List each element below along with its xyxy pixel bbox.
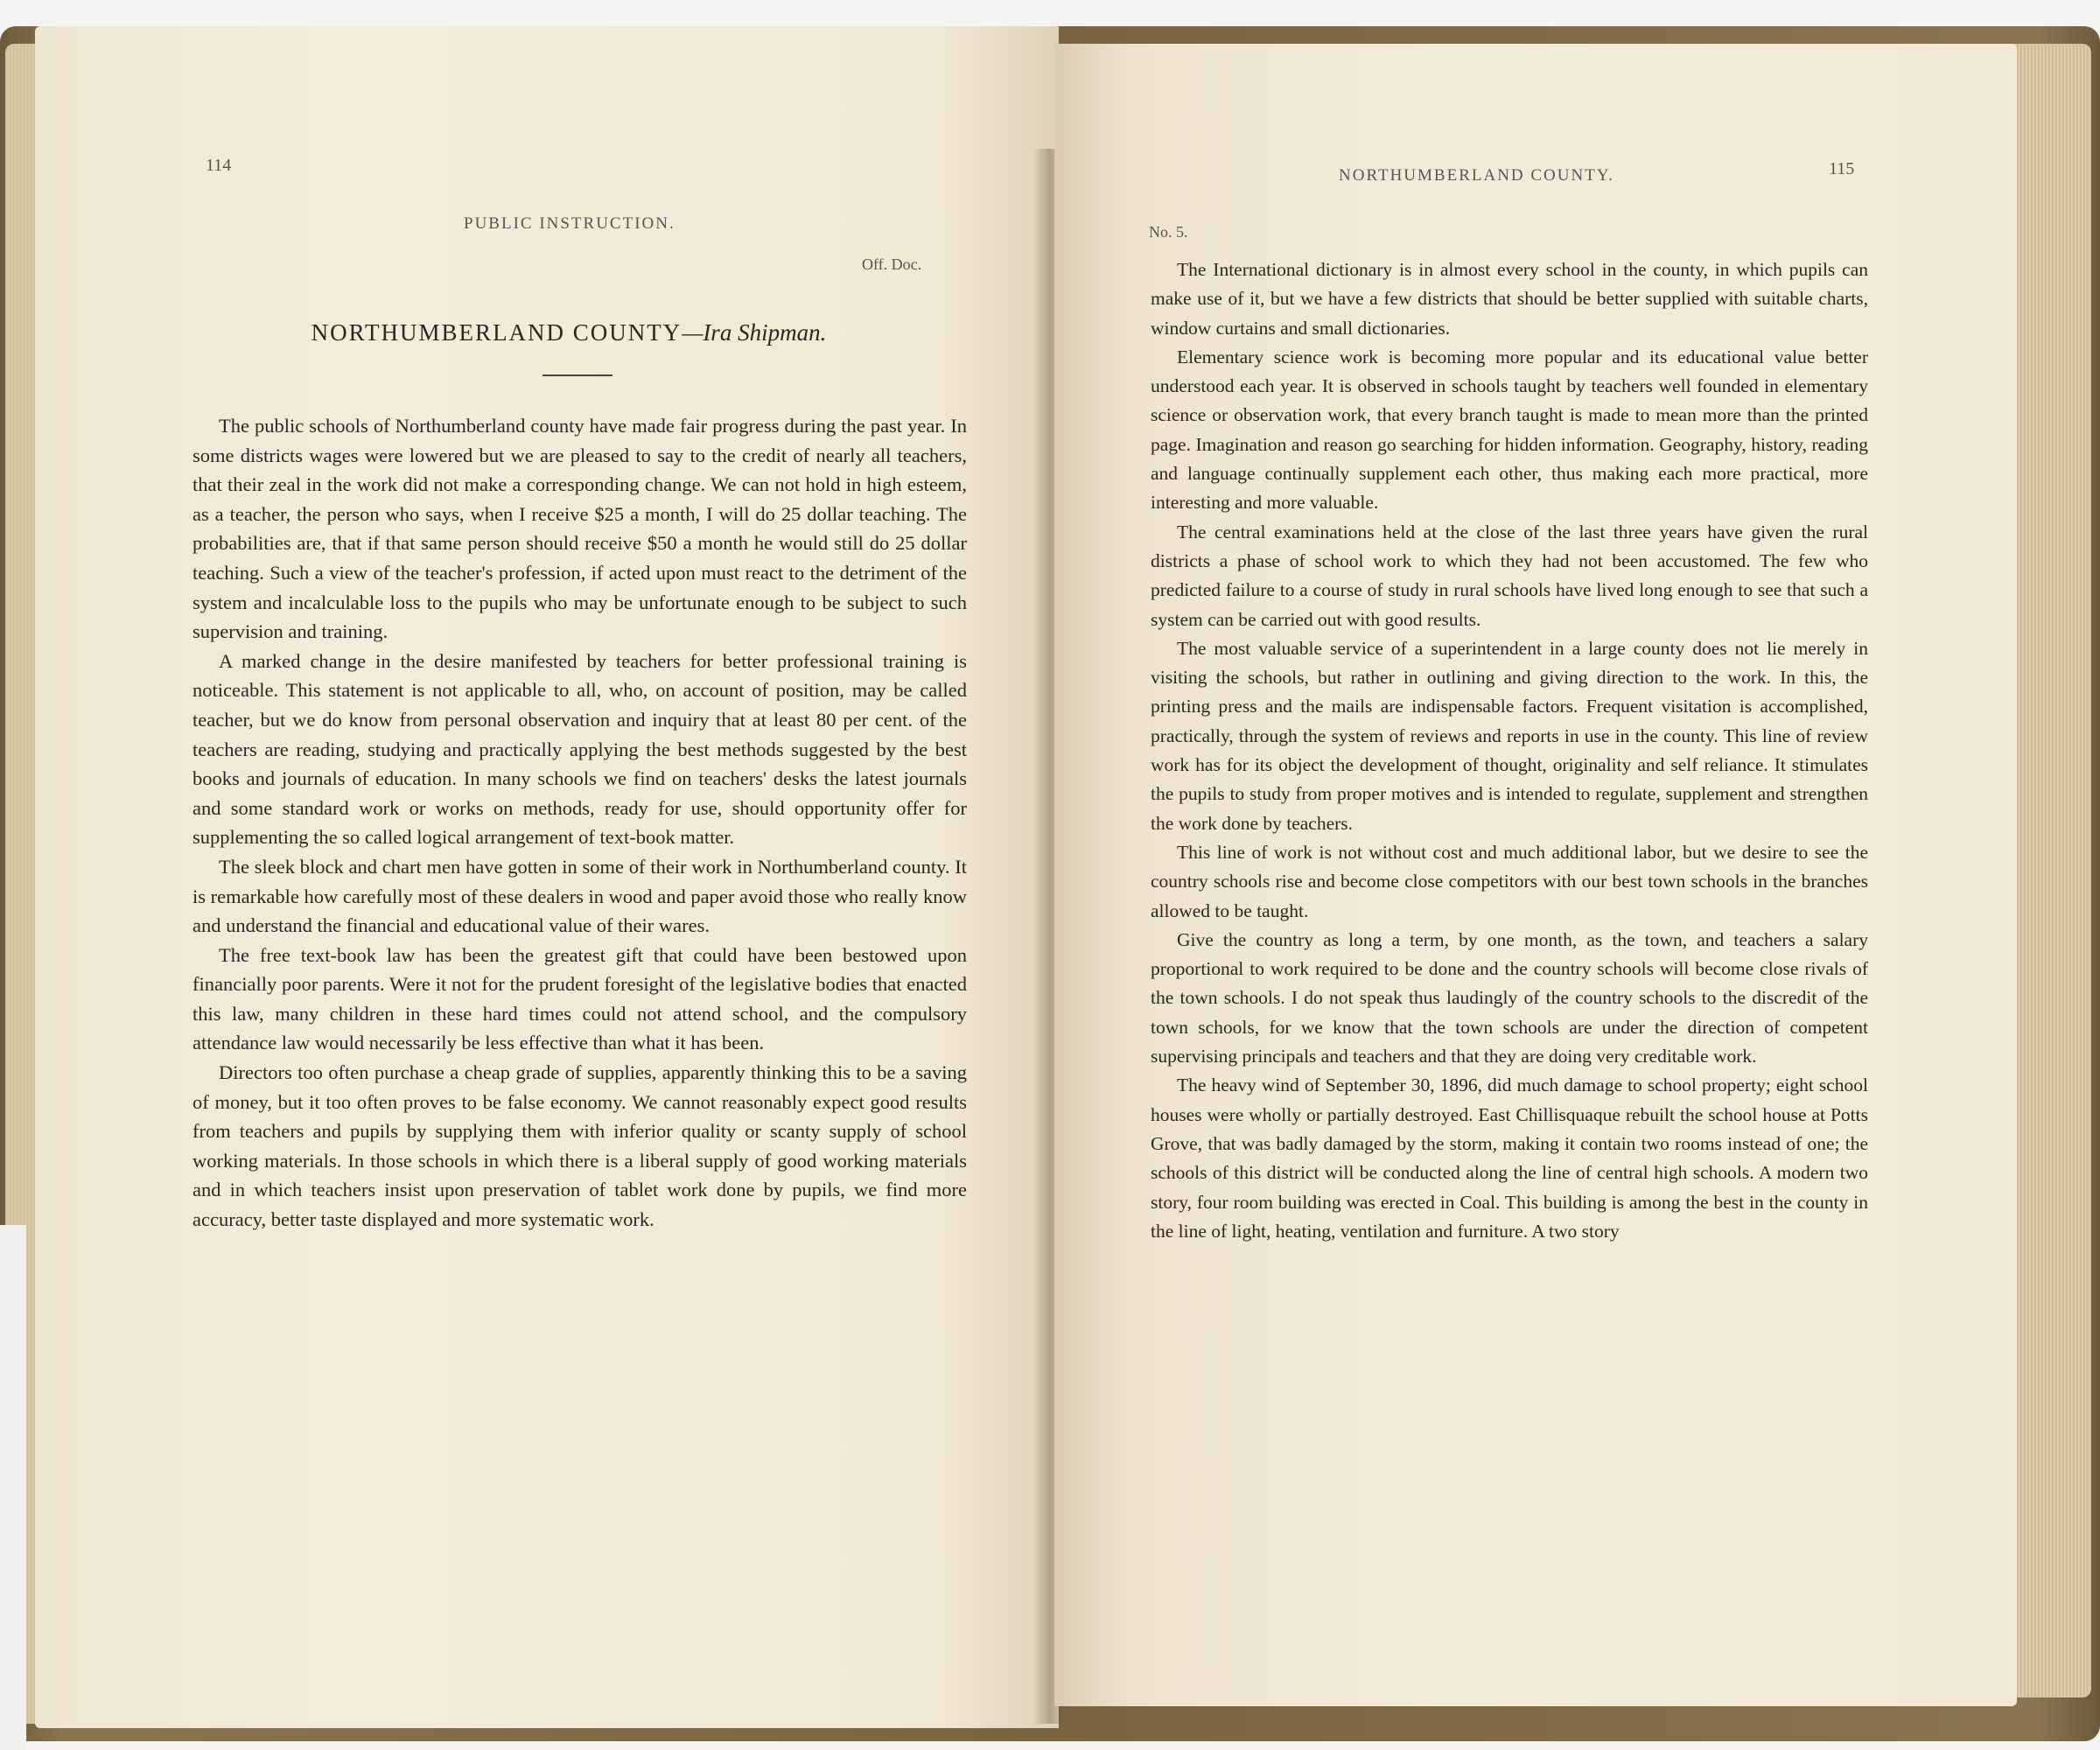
left-body [192,411,967,1235]
doc-label-right: No. 5. [1149,223,1188,241]
paragraph: A marked change in the desire manifested by teachers for better professional training is noticeable. This statement is not applicable to all, who, on account of position, may be called teacher, but we do know from personal observation and inquiry that at least 80 per cent. of the teachers are reading, studying and practically applying the best methods suggested by the best books and journals of education. In many schools we find on teachers' desks the latest journals and some standard work or works on methods, ready for use, should opportunity offer for supplementing the so called logical arrangement of text-book matter. [192,649,967,849]
doc-label-left: Off. Doc. [862,256,922,273]
left-page [35,26,1059,1728]
paragraph: The most valuable service of a superintendent in a large county does not lie merely in visiting the schools, but rather in outlining and giving direction to the work. In this, the printing press and the mails are indispensable factors. Frequent visitation is accomplished, practically, through the system of reviews and reports in use in the county. This line of review work has for its object the development of thought, originality and self reliance. It stimulates the pupils to study from proper motives and is intended to regulate, supplement and strengthen the work done by teachers. [1151,637,1868,834]
running-head-left: PUBLIC INSTRUCTION. [464,214,676,233]
paragraph: The heavy wind of September 30, 1896, did much damage to school property; eight school houses were wholly or partially destroyed. East Chillisquaque rebuilt the school house at Potts Grove, that was badly damaged by the storm, making it contain two rooms instead of one; the schools of this district will be conducted along the line of central high schools. A modern two story, four room building was erected in Coal. This building is among the best in the county in the line of light, heating, ventilation and furniture. A two story [1151,1074,1868,1242]
right-body [1151,256,1868,1246]
paragraph: The sleek block and chart men have gotten in some of their work in Northumberland county. It is remarkable how carefully most of these dealers in wood and paper avoid those who really know and understand the financial and educational value of their wares. [192,855,967,937]
paragraph: The free text-book law has been the greatest gift that could have been bestowed upon financially poor parents. Were it not for the prudent foresight of the legislative bodies that enacted this law, many children in these hard times could not attend school, and the compulsory attendance law would necessarily be less effective than what it has been. [192,943,967,1054]
paragraph: Give the country as long a term, by one month, as the town, and teachers a salary proportional to work required to be done and the country schools will become close rivals of the town schools. I do not speak thus laudingly of the country schools to the discredit of the town schools, for we know that the town schools are under the direction of competent supervising principals and teachers and that they are doing very creditable work. [1151,928,1868,1068]
title-text: NORTHUMBERLAND COUNTY [311,319,682,346]
right-page [1054,44,2017,1706]
paragraph: The central examinations held at the close of the last three years have given the rural districts a phase of school work to which they had not been accustomed. The few who predicted failure to a course of study in rural schools have lived long enough to see that such a system can be carried out with good results. [1151,521,1868,630]
holding-hand [0,1225,26,1750]
paragraph: Elementary science work is becoming more popular and its educational value better understood each year. It is observed in schools taught by teachers well founded in elementary science or observation work, that every branch taught is made to mean more than the printed page. Imagination and reason go searching for hidden information. Geography, history, reading and language continually supplement each other, thus making each more practical, more interesting and more valuable. [1151,346,1868,514]
section-title [236,319,901,346]
title-author: —Ira Shipman. [682,319,827,346]
title-rule [542,374,612,376]
page-number-left: 114 [206,156,232,175]
paragraph: Directors too often purchase a cheap grade of supplies, apparently thinking this to be a saving of money, but it too often proves to be false economy. We cannot reasonably expect good results from teachers and pupils by supplying them with inferior quality or scanty supply of school working materials. In those schools in which there is a liberal supply of good working materials and in which teachers insist upon preservation of tablet work done by pupils, we find more accuracy, better taste displayed and more systematic work. [192,1061,967,1231]
paragraph: The International dictionary is in almost every school in the county, in which pupils can make use of it, but we have a few districts that should be better supplied with suitable charts, window curtains and small dictionaries. [1151,259,1868,339]
paragraph: This line of work is not without cost and much additional labor, but we desire to see the country schools rise and become close competitors with our best town schools in the branches allowed to be taught. [1151,841,1868,921]
page-edges-right [2012,44,2091,1698]
page-number-right: 115 [1829,159,1855,178]
running-head-right: NORTHUMBERLAND COUNTY. [1339,166,1614,185]
paragraph: The public schools of Northumberland county have made fair progress during the past year. In some districts wages were lowered but we are pleased to say to the credit of nearly all teachers, that their zeal in the work did not make a corresponding change. We can not hold in high esteem, as a teacher, the person who says, when I receive $25 a month, I will do 25 dollar teaching. The probabilities are, that if that same person should receive $50 a month he would still do 25 dollar teaching. Such a view of the teacher's profession, if acted upon must react to the detriment of the system and incalculable loss to the pupils who may be unfortunate enough to be subject to such supervision and training. [192,415,967,643]
